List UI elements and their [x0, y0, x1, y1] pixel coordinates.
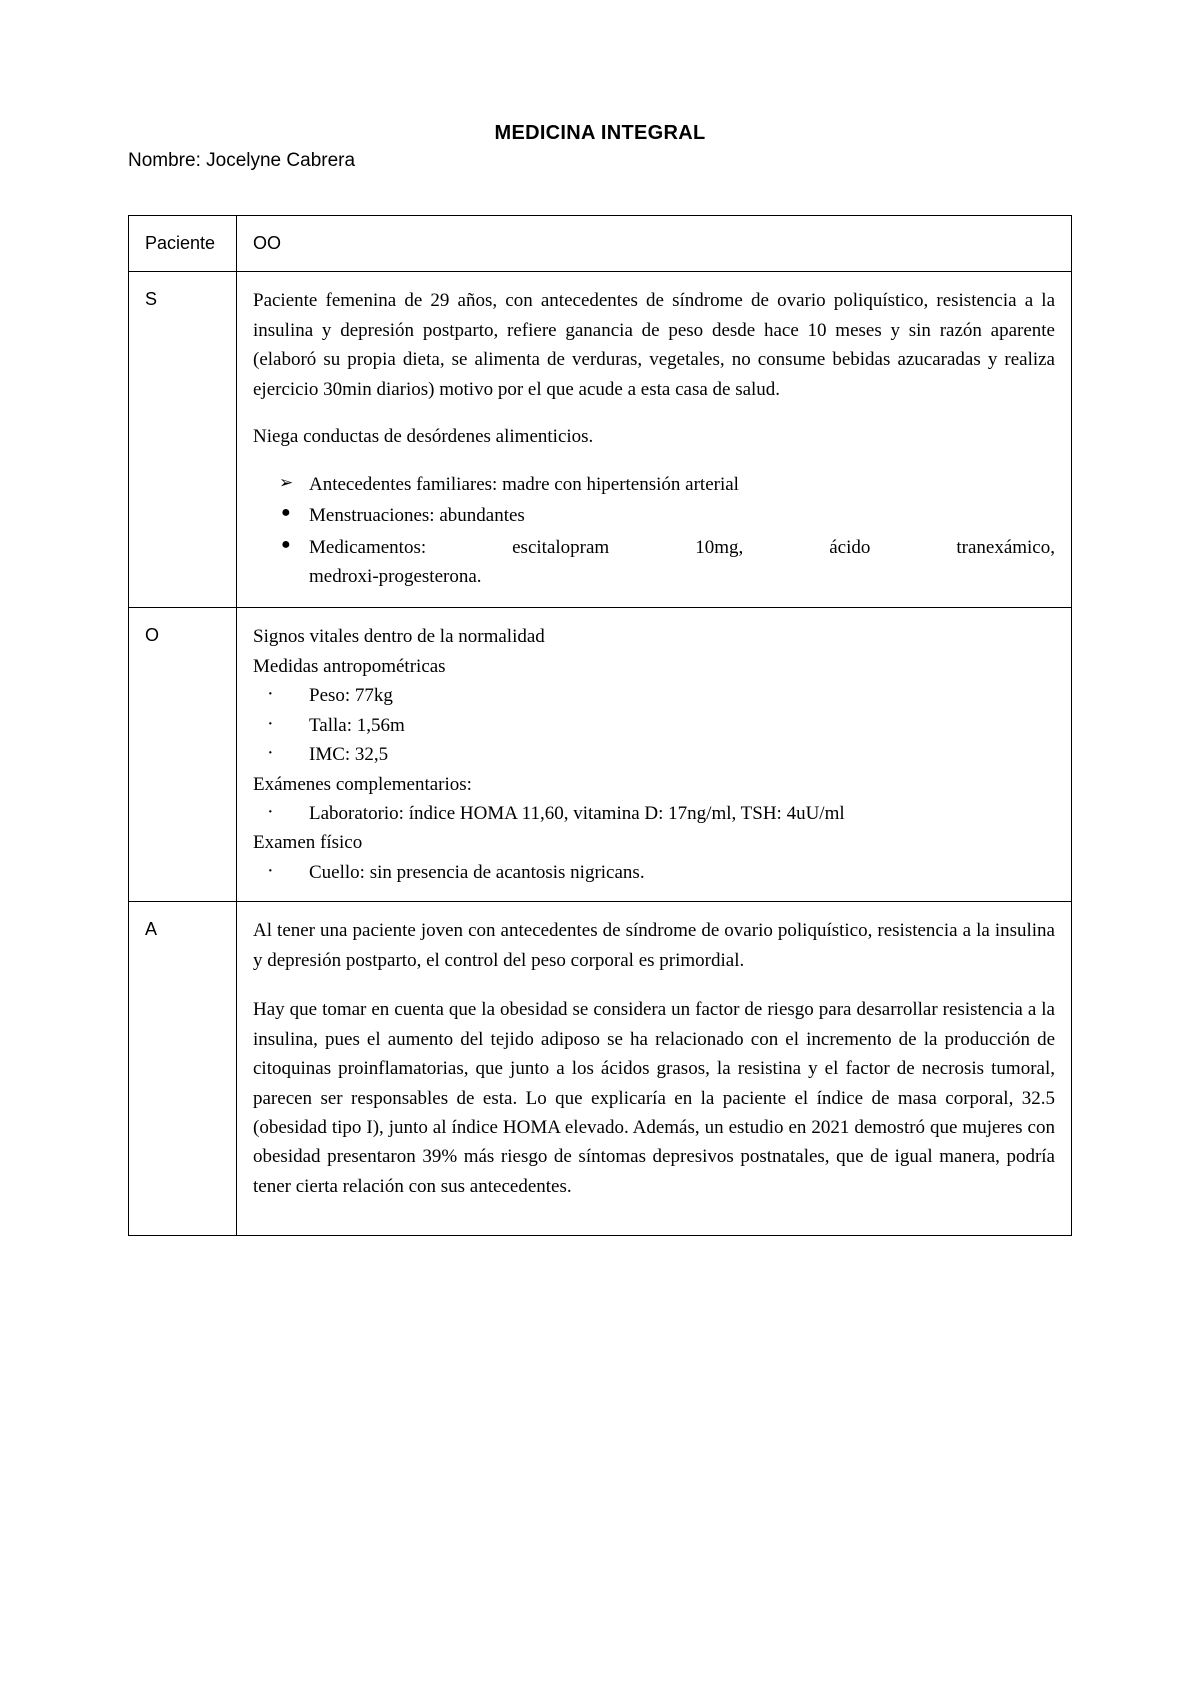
a-paragraph-2: Hay que tomar en cuenta que la obesidad se considera un factor de riesgo para desarrollar resistencia a la insulina, pues el aumento del tejido adiposo se ha relacionado con el incremento de la producción de citoquinas proinflamatorias, que junto a los ácidos grasos, la resistina y el factor de necrosis tumoral, parecen ser responsables de esta. Lo que explicaría en la paciente el índice de masa corporal, 32.5 (obesidad tipo I), junto al índice HOMA elevado. Además, un estudio en 2021 demostró que mujeres con obesidad presentaron 39% más riesgo de síntomas depresivos postnatales, que de igual manera, podría tener cierta relación con sus antecedentes. [253, 999, 1055, 1197]
middot-bullet-icon: · [267, 742, 274, 765]
list-item-text: Talla: 1,56m [309, 714, 405, 736]
soap-table [128, 215, 1072, 1237]
list-item-text: Cuello: sin presencia de acantosis nigricans. [309, 861, 645, 883]
list-item-text: Laboratorio: índice HOMA 11,60, vitamina D: 17ng/ml, TSH: 4uU/ml [309, 803, 845, 825]
o-line-complementary-exams: Exámenes complementarios: [253, 773, 472, 795]
row-label-a: A [129, 902, 237, 1236]
list-item-medicamentos [281, 533, 1055, 592]
list-item [253, 858, 1055, 887]
middot-bullet-icon: · [267, 712, 274, 735]
middot-bullet-icon: · [267, 683, 274, 706]
o-line-anthropometrics: Medidas antropométricas [253, 655, 446, 677]
s-paragraph-2: Niega conductas de desórdenes alimenticios. [253, 426, 594, 448]
s-bullet-list [253, 470, 1055, 592]
dot-bullet-icon: ● [281, 504, 291, 522]
table-row-o [129, 608, 1072, 902]
arrow-bullet-icon: ➢ [279, 472, 294, 492]
medication-item-1: escitalopram [512, 536, 610, 558]
list-item [281, 501, 1055, 530]
dot-bullet-icon: ● [281, 535, 291, 553]
table-row-a [129, 902, 1072, 1236]
o-labs-list [253, 799, 1055, 828]
row-content-s [237, 272, 1072, 608]
row-value-paciente: OO [237, 215, 1072, 272]
row-label-o: O [129, 608, 237, 902]
list-item [279, 470, 1055, 499]
row-label-s: S [129, 272, 237, 608]
page-title: MEDICINA INTEGRAL [494, 122, 706, 144]
row-label-paciente: Paciente [129, 215, 237, 272]
row-content-o [237, 608, 1072, 902]
medication-line-1 [309, 533, 1055, 562]
list-item-text: Antecedentes familiares: madre con hipertensión arterial [309, 473, 739, 495]
o-line-physical-exam: Examen físico [253, 832, 363, 854]
s-paragraph-1: Paciente femenina de 29 años, con antecedentes de síndrome de ovario poliquístico, resistencia a la insulina y depresión postparto, refiere ganancia de peso desde hace 10 meses y sin razón aparente (elaboró su propia dieta, se alimenta de verduras, vegetales, no consume bebidas azucaradas y realiza ejercicio 30min diarios) motivo por el que acude a esta casa de salud. [253, 290, 1055, 400]
medication-item-2a: ácido [829, 536, 871, 558]
list-item [253, 681, 1055, 710]
list-item-text: Menstruaciones: abundantes [309, 505, 525, 527]
o-exam-list [253, 858, 1055, 887]
a-paragraph-1: Al tener una paciente joven con antecedentes de síndrome de ovario poliquístico, resistencia a la insulina y depresión postparto, el control del peso corporal es primordial. [253, 920, 1055, 971]
medication-item-2b: tranexámico, [956, 536, 1055, 558]
list-item-text: Peso: 77kg [309, 685, 393, 707]
list-item [253, 799, 1055, 828]
table-row-s [129, 272, 1072, 608]
list-item-text: IMC: 32,5 [309, 744, 389, 766]
middot-bullet-icon: · [267, 859, 274, 882]
o-measures-list [253, 681, 1055, 769]
row-content-a [237, 902, 1072, 1236]
medication-label: Medicamentos: [309, 536, 427, 558]
middot-bullet-icon: · [267, 801, 274, 824]
o-line-vitals: Signos vitales dentro de la normalidad [253, 626, 545, 648]
table-row-paciente [129, 215, 1072, 272]
list-item [253, 740, 1055, 769]
medication-line-2: medroxi-progesterona. [309, 565, 482, 587]
patient-name-line: Nombre: Jocelyne Cabrera [128, 150, 356, 171]
list-item [253, 711, 1055, 740]
medication-dose-1: 10mg, [695, 536, 744, 558]
